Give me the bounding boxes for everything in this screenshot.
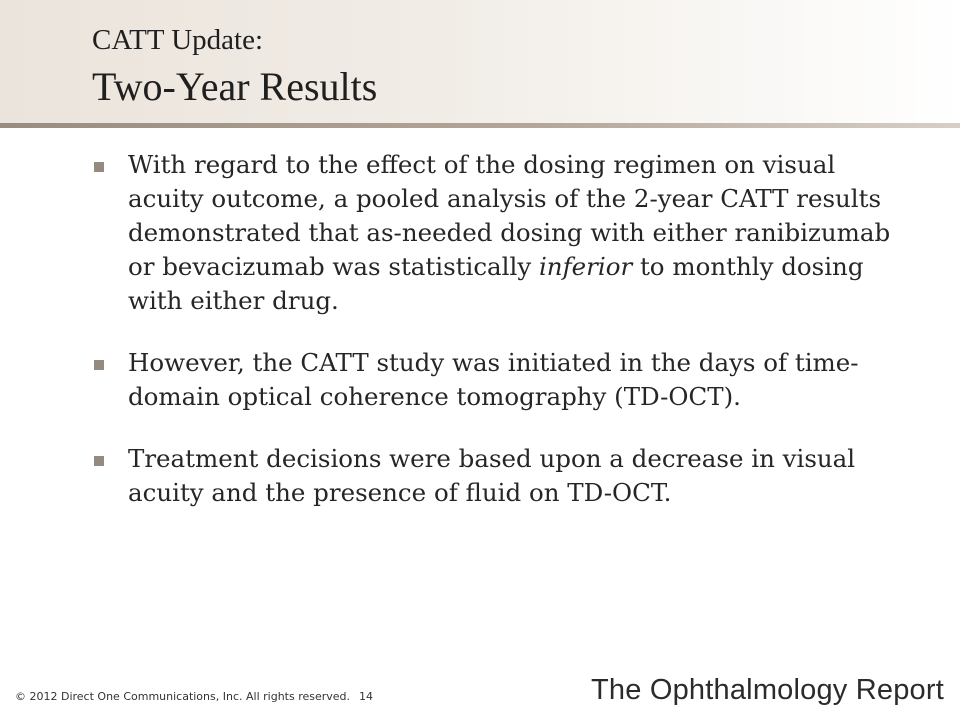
- bullet-text-after: to monthly dosing with either drug.: [128, 252, 864, 315]
- copyright-notice: © 2012 Direct One Communications, Inc. All rights reserved.: [15, 690, 351, 703]
- bullet-emphasis: inferior: [538, 252, 633, 281]
- bullet-text: However, the CATT study was initiated in the days of time-domain optical coherence tomography (TD-OCT).: [128, 348, 859, 411]
- title-banner: [0, 0, 960, 124]
- bullet-item: [92, 148, 892, 318]
- slide-subtitle: CATT Update:: [92, 24, 264, 56]
- bullet-text-before: With regard to the effect of the dosing regimen on visual acuity outcome, a pooled analysis of the 2-year CATT results demonstrated that as-needed dosing with either ranibizumab or bevacizumab was statistically: [128, 150, 891, 281]
- square-bullet-icon: [94, 456, 104, 466]
- slide-title: Two-Year Results: [92, 64, 378, 109]
- page-number: 14: [359, 690, 373, 703]
- bullet-item: [92, 346, 892, 414]
- bullet-text: Treatment decisions were based upon a decrease in visual acuity and the presence of fluid on TD-OCT.: [128, 444, 856, 507]
- square-bullet-icon: [94, 162, 104, 172]
- title-divider: [0, 123, 960, 128]
- brand-logo: The Ophthalmology Report: [591, 674, 944, 706]
- bullet-item: [92, 442, 892, 510]
- bullet-list: [92, 148, 892, 538]
- bullet-text: [128, 150, 890, 315]
- square-bullet-icon: [94, 360, 104, 370]
